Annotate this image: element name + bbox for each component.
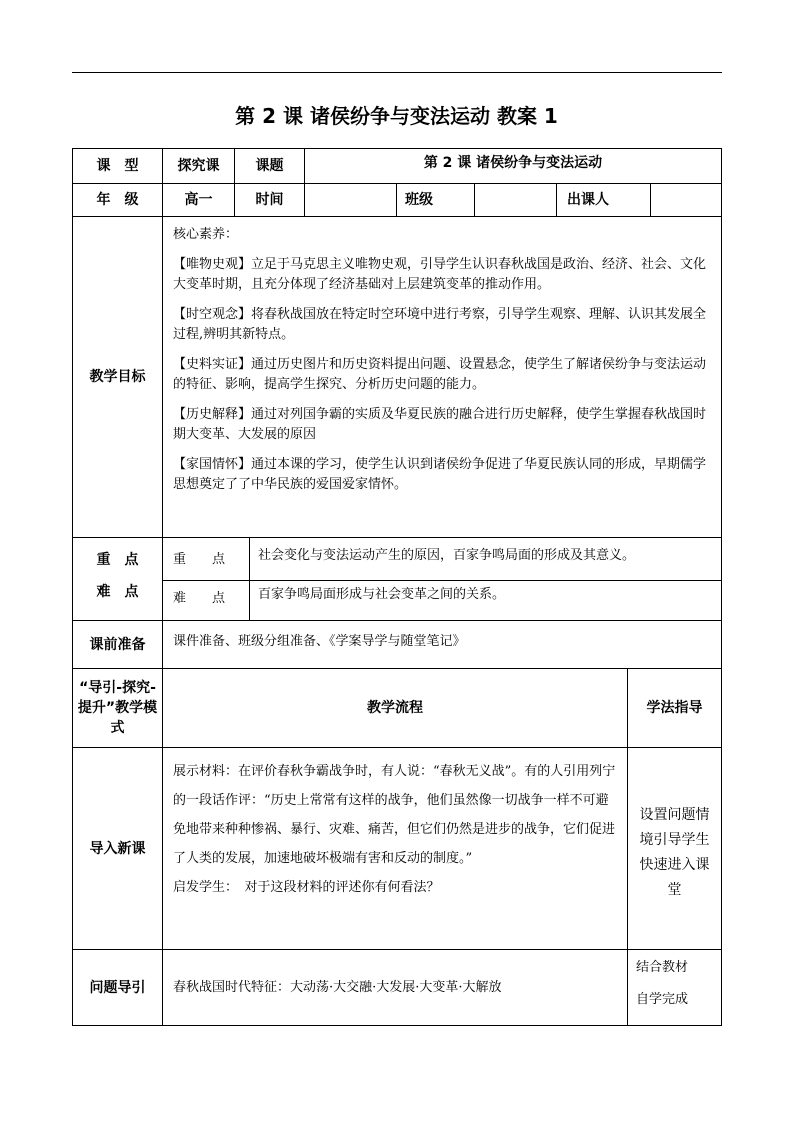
label-question-guide: 问题导引 [72, 949, 163, 1026]
grade-value: 高一 [162, 183, 235, 217]
label-topic: 课题 [234, 148, 305, 184]
teacher-value [650, 183, 722, 217]
header-teaching-flow: 教学流程 [162, 668, 628, 748]
objective-item: 【唯物史观】立足于马克思主义唯物史观，引导学生认识春秋战国是政治、经济、社会、文化大变革时期，且充分体现了经济基础对上层建筑变革的推动作用。 [173, 257, 707, 292]
course-type-value: 探究课 [162, 148, 235, 184]
label-objectives: 教学目标 [72, 216, 163, 538]
objectives-intro: 核心素养： [173, 227, 239, 242]
label-course-type: 课 型 [72, 148, 163, 184]
objective-item: 【历史解释】通过对列国争霸的实质及华夏民族的融合进行历史解释，使学生掌握春秋战国时期大变革、大发展的原因 [173, 407, 707, 442]
label-time: 时间 [234, 183, 305, 217]
label-difficult: 难 点 [96, 584, 139, 600]
question-guide-text: 春秋战国时代特征：大动荡·大交融·大发展·大变革·大解放 [162, 949, 628, 1026]
prep-text: 课件准备、班级分组准备、《学案导学与随堂笔记》 [162, 620, 722, 669]
intro-lesson-text: 展示材料：在评价春秋争霸战争时，有人说：“春秋无义战”。有的人引用列宁的一段话作评：“历史上常常有这样的战争，他们虽然像一切战争一样不可避免地带来种种惨祸、暴行、灾难、痛苦，但它们仍然是进步的战争，它们促进了人类的发展，加速地破坏极端有害和反动的制度。” [173, 764, 616, 866]
key-points-text: 社会变化与变法运动产生的原因，百家争鸣局面的形成及其意义。 [249, 537, 722, 581]
topic-value: 第 2 课 诸侯纷争与变法运动 [304, 148, 722, 184]
page-title: 第 2 课 诸侯纷争与变法运动 教案 1 [235, 104, 558, 128]
label-class: 班级 [396, 183, 475, 217]
label-intro-lesson: 导入新课 [72, 747, 163, 950]
intro-lesson-content [162, 747, 628, 950]
objective-item: 【家国情怀】通过本课的学习，使学生认识到诸侯纷争促进了华夏民族认同的形成，早期儒学思想奠定了了中华民族的爱国爱家情怀。 [173, 457, 707, 492]
class-value [474, 183, 557, 217]
label-key: 重 点 [96, 552, 139, 568]
label-prep: 课前准备 [72, 620, 163, 669]
label-grade: 年 级 [72, 183, 163, 217]
key-sublabel: 重 点 [162, 537, 250, 581]
intro-lesson-prompt: 启发学生： 对于这段材料的评述你有何看法？ [173, 880, 440, 895]
question-guide-study [627, 949, 722, 1026]
study-guide-line: 自学完成 [636, 992, 689, 1007]
time-value [304, 183, 397, 217]
objective-item: 【史料实证】通过历史图片和历史资料提出问题、设置悬念，使学生了解诸侯纷争与变法运动的特征、影响，提高学生探究、分析历史问题的能力。 [173, 357, 707, 392]
objectives-content [162, 216, 722, 538]
header-rule [72, 72, 722, 73]
difficult-points-text: 百家争鸣局面形成与社会变革之间的关系。 [249, 580, 722, 621]
header-study-guide: 学法指导 [627, 668, 722, 748]
intro-lesson-guide: 设置问题情境引导学生快速进入课堂 [627, 747, 722, 950]
objective-item: 【时空观念】将春秋战国放在特定时空环境中进行考察，引导学生观察、理解、认识其发展全过程,辨明其新特点。 [173, 307, 707, 342]
label-teaching-mode: “导引-探究-提升”教学模式 [72, 668, 163, 748]
label-teacher: 出课人 [556, 183, 651, 217]
study-guide-line: 结合教材 [636, 960, 689, 975]
difficult-sublabel: 难 点 [162, 580, 250, 621]
label-key-difficult [72, 537, 163, 621]
